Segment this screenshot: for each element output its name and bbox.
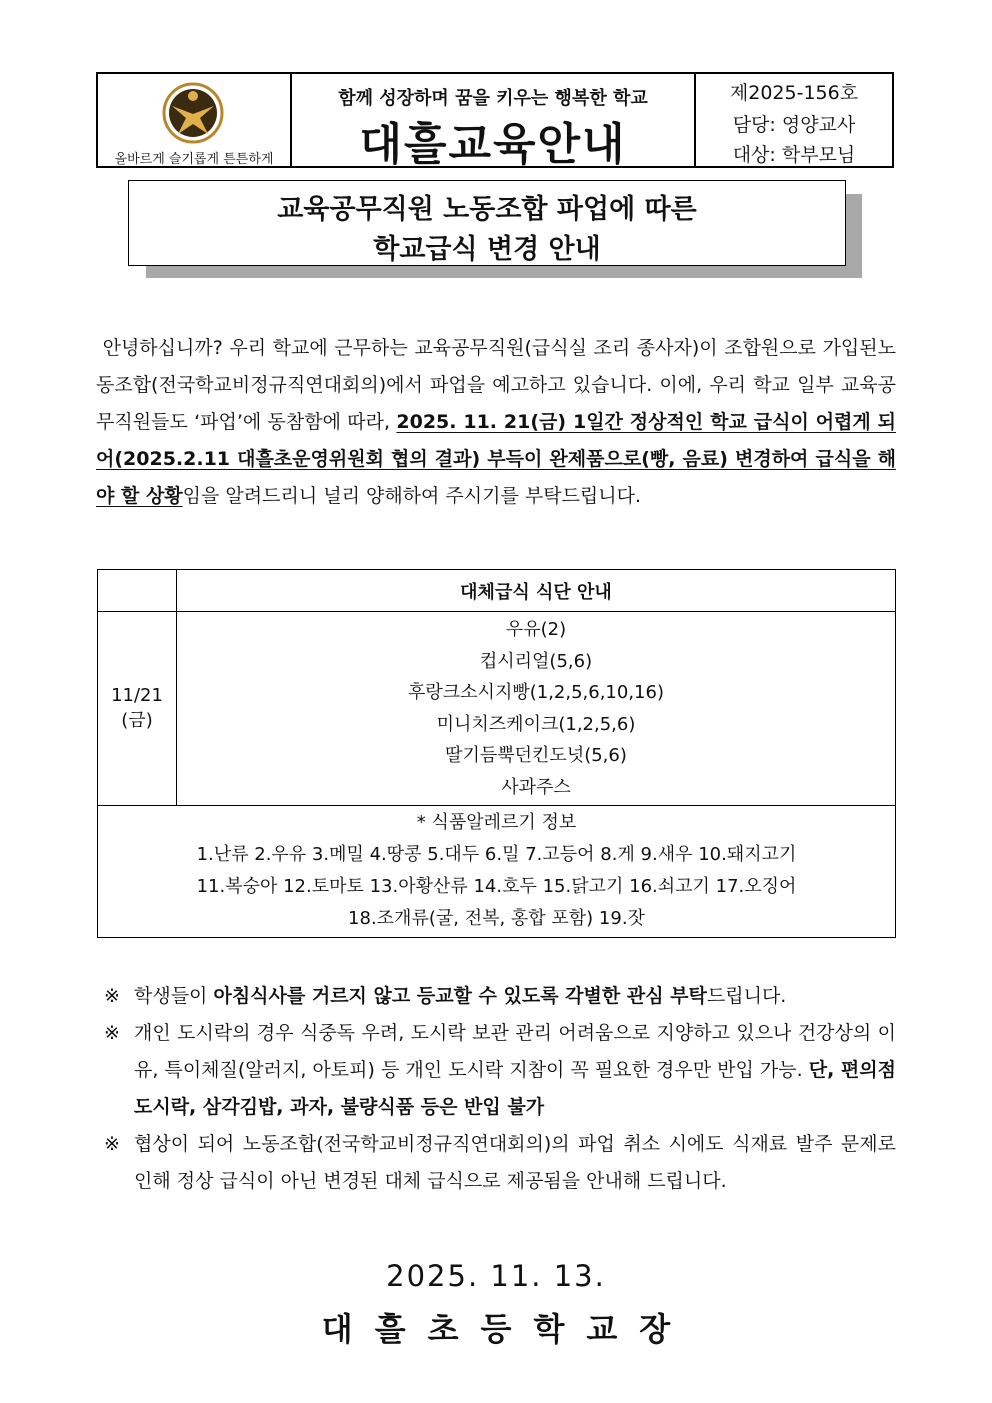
school-emblem-icon bbox=[162, 82, 224, 144]
allergy-list-line: 11.복숭아 12.토마토 13.아황산류 14.호두 15.닭고기 16.쇠고기 17.오징어 bbox=[196, 876, 797, 897]
notes-section bbox=[104, 978, 896, 1200]
intro-text-1: 안녕하십니까? 우리 학교에 근무하는 교육공무직원(급식실 조리 종사자)이 조합원으로 가입된노동조합(전국학교비정규직연대회의)에서 파업을 예고하고 있습니다. 이에, 우리 학교 일부 교육공무직원들도 ‘파업’에 동참함에 따라, bbox=[96, 337, 896, 433]
meal-date: 11/21 bbox=[111, 685, 163, 706]
note-mark: ※ bbox=[104, 1133, 120, 1155]
menu-item: 컵시리얼(5,6) bbox=[479, 650, 593, 672]
note-item bbox=[104, 978, 896, 1015]
meal-day: (금) bbox=[121, 710, 153, 731]
intro-paragraph bbox=[96, 330, 896, 515]
notice-title-line-2: 학교급식 변경 안내 bbox=[373, 234, 601, 265]
note-text-part: 드립니다. bbox=[706, 985, 787, 1007]
header-meta-cell bbox=[696, 74, 892, 166]
newsletter-title: 대흘교육안내 bbox=[359, 119, 627, 170]
note-emphasis: 단, 편의점 도시락, 삼각김밥, 과자, 불량식품 등은 반입 불가 bbox=[134, 1059, 896, 1118]
menu-item: 미니치즈케이크(1,2,5,6) bbox=[436, 713, 636, 735]
menu-item: 우유(2) bbox=[505, 619, 567, 640]
allergy-info-cell bbox=[98, 806, 896, 938]
school-slogan: 함께 성장하며 꿈을 키우는 행복한 학교 bbox=[338, 88, 648, 109]
note-mark: ※ bbox=[104, 985, 120, 1007]
alternative-meal-table bbox=[97, 569, 896, 938]
note-text bbox=[134, 978, 896, 1015]
table-corner-cell bbox=[98, 570, 177, 612]
principal-signature: 대흘초등학교장 bbox=[321, 1310, 693, 1348]
note-text bbox=[134, 1015, 896, 1126]
notice-title-box bbox=[128, 180, 846, 266]
menu-item: 후랑크소시지빵(1,2,5,6,10,16) bbox=[408, 682, 664, 703]
notice-title-line-1: 교육공무직원 노동조합 파업에 따른 bbox=[277, 194, 697, 225]
note-emphasis: 아침식사를 거르지 않고 등교할 수 있도록 각별한 관심 부탁 bbox=[213, 985, 707, 1007]
meal-date-cell bbox=[98, 612, 177, 806]
note-item bbox=[104, 1126, 896, 1200]
document-number: 제2025-156호 bbox=[729, 82, 859, 104]
allergy-heading: * 식품알레르기 정보 bbox=[416, 812, 577, 833]
note-text: 협상이 되어 노동조합(전국학교비정규직연대회의)의 파업 취소 시에도 식재료 발주 문제로 인해 정상 급식이 아닌 변경된 대체 급식으로 제공됨을 안내해 드립니다. bbox=[134, 1133, 896, 1192]
allergy-list-line: 18.조개류(굴, 전복, 홍합 포함) 19.잣 bbox=[348, 908, 645, 929]
school-motto: 올바르게 슬기롭게 튼튼하게 bbox=[114, 152, 274, 167]
menu-item: 딸기듬뿍던킨도넛(5,6) bbox=[445, 745, 627, 766]
menu-items-cell bbox=[177, 612, 896, 806]
note-item bbox=[104, 1015, 896, 1126]
issue-date: 2025. 11. 13. bbox=[386, 1259, 606, 1293]
intro-text-2: 임을 알려드리니 널리 양해하여 주시기를 부탁드립니다. bbox=[182, 485, 642, 507]
school-logo-cell bbox=[98, 74, 292, 166]
intro-emphasis: 2025. 11. 21(금) 1일간 정상적인 학교 급식이 어렵게 되어(2025.2.11 대흘초운영위원회 협의 결과) 부득이 완제품으로(빵, 음료) 변경하여 급식을 해야 할 상황 bbox=[96, 411, 897, 507]
document-header bbox=[96, 72, 894, 168]
note-text-part: 학생들이 bbox=[134, 985, 214, 1007]
allergy-list-line: 1.난류 2.우유 3.메밀 4.땅콩 5.대두 6.밀 7.고등어 8.게 9.새우 10.돼지고기 bbox=[196, 844, 797, 865]
note-text-part: 개인 도시락의 경우 식중독 우려, 도시락 보관 관리 어려움으로 지양하고 있으나 건강상의 이유, 특이체질(알러지, 아토피) 등 개인 도시락 지참이 꼭 필요한 경우만 반입 가능. bbox=[134, 1022, 896, 1081]
document-manager: 담당: 영양교사 bbox=[732, 114, 856, 136]
table-header: 대체급식 식단 안내 bbox=[177, 570, 896, 612]
header-title-cell bbox=[292, 74, 696, 170]
menu-item: 사과주스 bbox=[501, 776, 571, 798]
note-mark: ※ bbox=[104, 1022, 120, 1044]
document-target: 대상: 학부모님 bbox=[732, 144, 856, 166]
